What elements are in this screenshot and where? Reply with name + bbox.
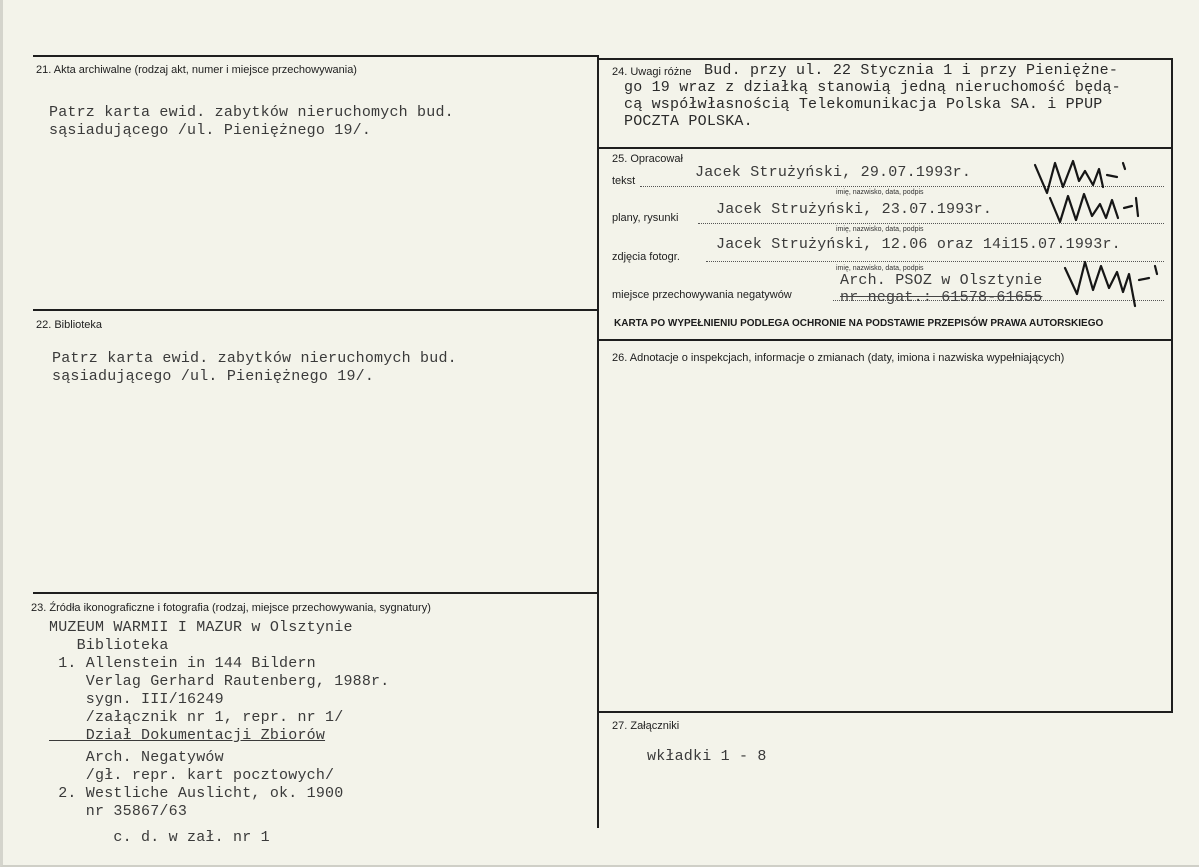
s25-miejsce-label: miejsce przechowywania negatywów: [612, 289, 792, 301]
s21-text: [49, 104, 454, 140]
s23-line-10: 2. Westliche Auslicht, ok. 1900: [49, 785, 344, 802]
signature-plany: [1048, 188, 1148, 228]
s27-label: 27. Załączniki: [612, 720, 680, 732]
s24-line-2: go 19 wraz z działką stanowią jedną nieruchomość będą-: [624, 79, 1121, 96]
s21-line-1: Patrz karta ewid. zabytków nieruchomych bud.: [49, 104, 454, 121]
s25-tekst-label: tekst: [612, 175, 636, 187]
copyright-note: KARTA PO WYPEŁNIENIU PODLEGA OCHRONIE NA PODSTAWIE PRZEPISÓW PRAWA AUTORSKIEGO: [614, 318, 1104, 329]
s25-label: 25. Opracował: [612, 153, 683, 165]
s27-value: wkładki 1 - 8: [647, 748, 767, 765]
rule-21-22: [33, 309, 599, 311]
s22-line-2: sąsiadującego /ul. Pieniężnego 19/.: [52, 368, 375, 385]
s24-line-1: Bud. przy ul. 22 Stycznia 1 i przy Pieniężne-: [704, 62, 1119, 79]
s24-line-3: cą współwłasnością Telekomunikacja Polska SA. i PPUP: [624, 96, 1103, 113]
s25-plany-caption: imię, nazwisko, data, podpis: [836, 226, 924, 233]
s24-label: 24. Uwagi różne: [612, 66, 692, 78]
rule-25-26: [599, 339, 1173, 341]
s25-tekst-value: Jacek Strużyński, 29.07.1993r.: [695, 164, 972, 181]
signature-negat: [1063, 258, 1163, 308]
s23-line-4: Verlag Gerhard Rautenberg, 1988r.: [49, 673, 390, 690]
s24-line-4: POCZTA POLSKA.: [624, 113, 753, 130]
s23-line-8: Arch. Negatywów: [49, 749, 224, 766]
s21-line-2: sąsiadującego /ul. Pieniężnego 19/.: [49, 122, 372, 139]
s23-line-12: [49, 821, 389, 829]
s25-tekst-caption: imię, nazwisko, data, podpis: [836, 189, 924, 196]
s23-line-7: Dział Dokumentacji Zbiorów: [49, 727, 326, 744]
s23-line-9: /gł. repr. kart pocztowych/: [49, 767, 335, 784]
s23-line-11: nr 35867/63: [49, 803, 188, 820]
s25-plany-value: Jacek Strużyński, 23.07.1993r.: [716, 201, 993, 218]
s25-plany-label: plany, rysunki: [612, 212, 679, 224]
s23-line-6: /załącznik nr 1, repr. nr 1/: [49, 709, 344, 726]
s25-zdjecia-value: Jacek Strużyński, 12.06 oraz 14i15.07.1993r.: [716, 236, 1121, 253]
s24-text: [624, 62, 1121, 130]
s25-zdjecia-caption: imię, nazwisko, data, podpis: [836, 265, 924, 272]
top-rule-right: [599, 58, 1173, 60]
rule-22-23: [33, 592, 599, 594]
s21-label: 21. Akta archiwalne (rodzaj akt, numer i miejsce przechowywania): [36, 64, 357, 76]
s25-zdjecia-label: zdjęcia fotogr.: [612, 251, 680, 263]
s23-line-13: c. d. w zał. nr 1: [49, 829, 270, 846]
s23-text: [49, 619, 389, 847]
rule-26-27: [599, 711, 1173, 713]
s23-line-3: 1. Allenstein in 144 Bildern: [49, 655, 316, 672]
s26-label: 26. Adnotacje o inspekcjach, informacje o zmianach (daty, imiona i nazwiska wypełniających): [612, 352, 1065, 364]
s22-line-1: Patrz karta ewid. zabytków nieruchomych bud.: [52, 350, 457, 367]
s22-label: 22. Biblioteka: [36, 319, 103, 331]
s23-line-2: Biblioteka: [49, 637, 169, 654]
top-rule-left: [33, 55, 599, 57]
s25-miejsce-value-2: nr negat.: 61578-61655: [840, 289, 1043, 306]
rule-24-25: [599, 147, 1173, 149]
s23-line-1: MUZEUM WARMII I MAZUR w Olsztynie: [49, 619, 353, 636]
s23-label: 23. Źródła ikonograficzne i fotografia (rodzaj, miejsce przechowywania, sygnatury): [31, 602, 431, 614]
s25-miejsce-value-1: Arch. PSOZ w Olsztynie: [840, 272, 1043, 289]
s22-text: [52, 350, 457, 386]
s23-line-5: sygn. III/16249: [49, 691, 224, 708]
right-border: [1171, 58, 1173, 712]
